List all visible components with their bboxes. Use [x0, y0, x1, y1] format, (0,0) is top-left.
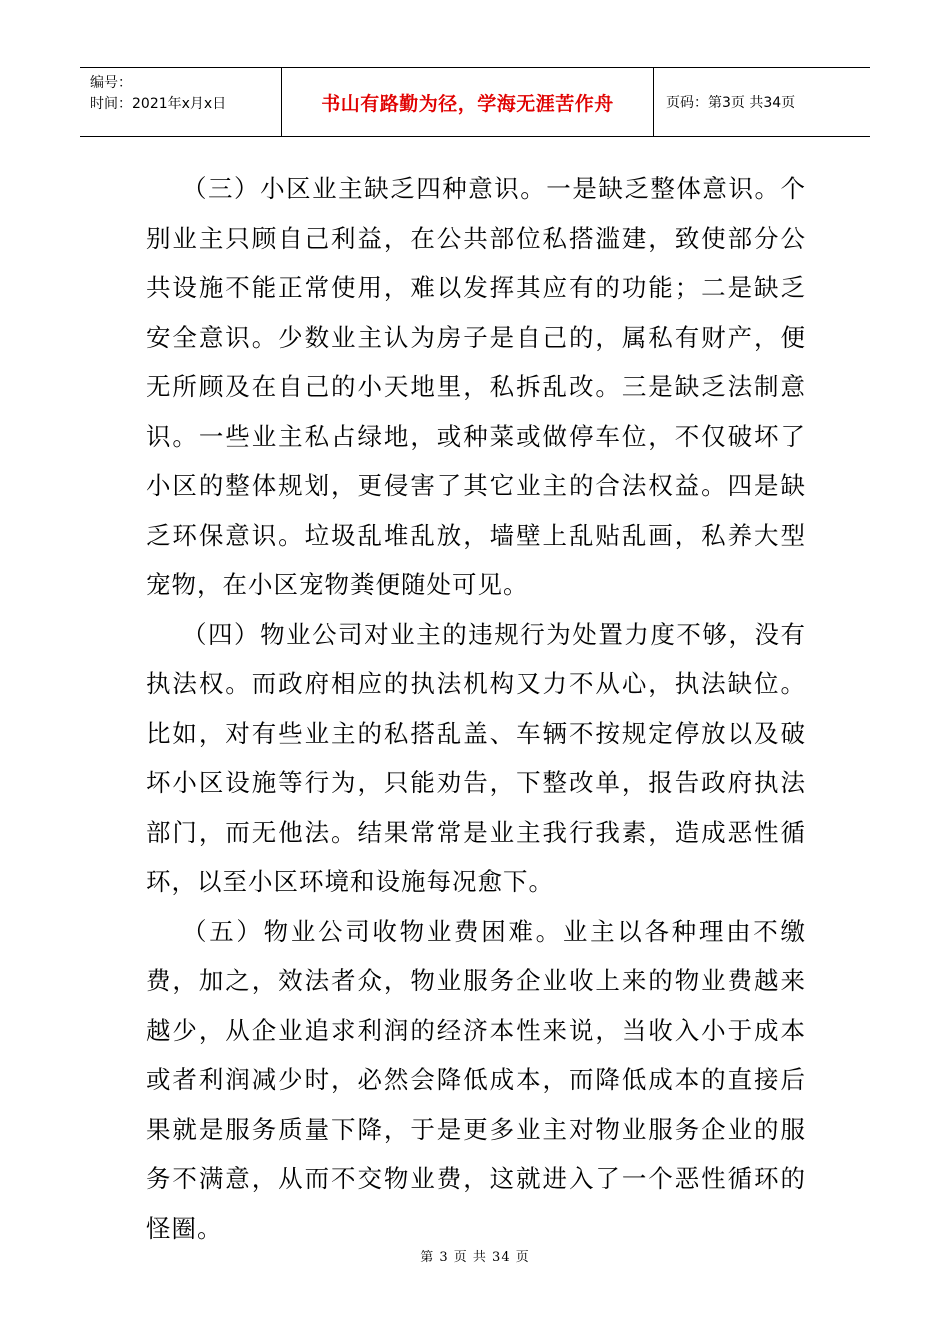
paragraph-4: （四）物业公司对业主的违规行为处置力度不够，没有执法权。而政府相应的执法机构又力不从心，执法缺位。比如，对有些业主的私搭乱盖、车辆不按规定停放以及破坏小区设施等行为，只能劝告，下整改单，报告政府执法部门，而无他法。结果常常是业主我行我素，造成恶性循环，以至小区环境和设施每况愈下。 [146, 619, 806, 896]
header-page-info: 页码：第3页 共34页 [666, 95, 796, 111]
paragraph-3: （三）小区业主缺乏四种意识。一是缺乏整体意识。个别业主只顾自己利益，在公共部位私搭滥建，致使部分公共设施不能正常使用，难以发挥其应有的功能；二是缺乏安全意识。少数业主认为房子是自己的，属私有财产，便无所顾及在自己的小天地里，私拆乱改。三是缺乏法制意识。一些业主私占绿地，或种菜或做停车位，不仅破坏了小区的整体规划，更侵害了其它业主的合法权益。四是缺乏环保意识。垃圾乱堆乱放，墙壁上乱贴乱画，私养大型宠物，在小区宠物粪便随处可见。 [146, 174, 806, 599]
document-body [146, 164, 806, 1253]
page-footer: 第 3 页 共 34 页 [420, 1250, 530, 1265]
header-motto: 书山有路勤为径，学海无涯苦作舟 [282, 68, 654, 136]
document-number-label: 编号： [90, 75, 132, 91]
document-date-label: 时间：2021年x月x日 [90, 96, 227, 112]
header-meta [80, 68, 282, 136]
document-header [80, 67, 870, 137]
paragraph-5: （五）物业公司收物业费困难。业主以各种理由不缴费，加之，效法者众，物业服务企业收上来的物业费越来越少，从企业追求利润的经济本性来说，当收入小于成本或者利润减少时，必然会降低成本，而降低成本的直接后果就是服务质量下降，于是更多业主对物业服务企业的服务不满意，从而不交物业费，这就进入了一个恶性循环的怪圈。 [146, 916, 806, 1243]
